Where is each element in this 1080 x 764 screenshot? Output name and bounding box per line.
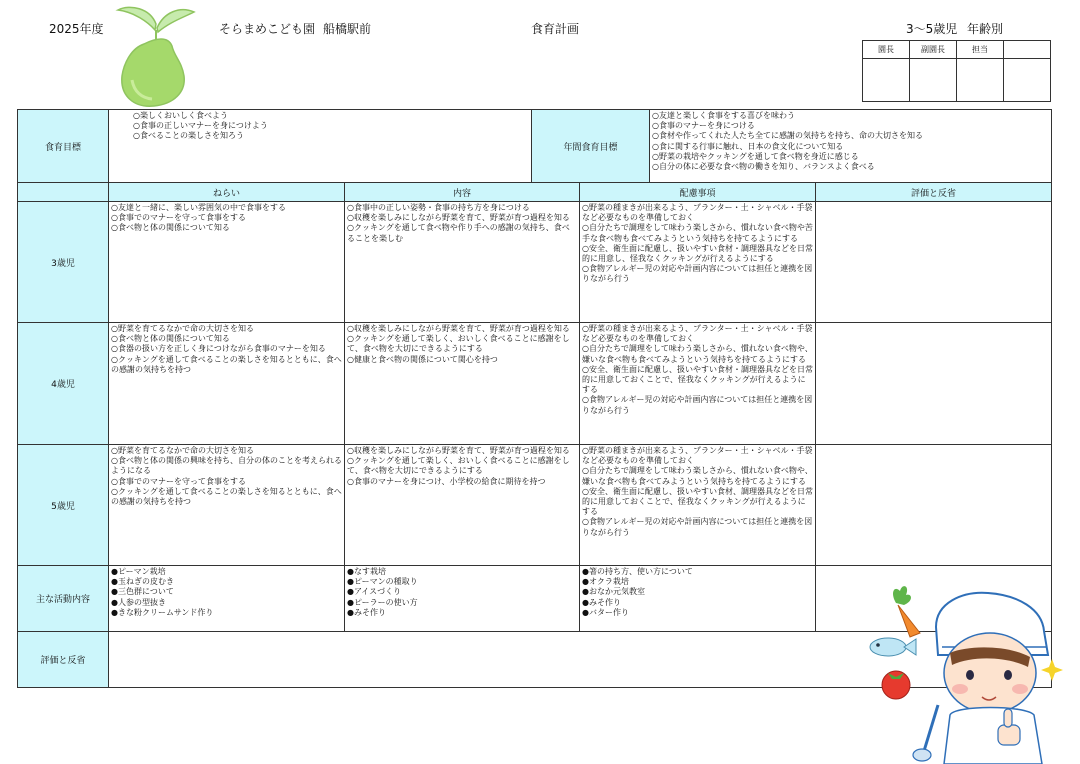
evaluation-label: 評価と反省	[17, 631, 109, 688]
goals-label: 食育目標	[17, 109, 109, 183]
stamp-teacher-label: 担当	[957, 41, 1004, 59]
text-line: ○クッキングを通して楽しく、おいしく食べることに感謝をして、食べ物を大切にできるようにする	[347, 456, 570, 476]
age4-care	[579, 322, 816, 445]
text-line: ○自分たちで調理をして味わう楽しさから、慣れない食べ物や苦手な食べ物も食べてみようという気持ちを持てるようにする	[582, 223, 813, 243]
text-line: ○安全、衛生面に配慮し、扱いやすい食材、調理器具などを日常的に用意しておくことで、怪我なくクッキングが行えるようにする	[582, 486, 813, 517]
column-header-aim: ねらい	[108, 182, 345, 202]
nursery-name: そらまめこども園	[219, 22, 316, 36]
text-line: ○収穫を楽しみにしながら野菜を育て、野菜が育つ過程を知る	[347, 446, 570, 455]
goal-item: ○食事の正しいマナーを身につけよう	[133, 121, 268, 131]
year-label: 2025年度	[49, 22, 104, 36]
stamp-principal-label: 園長	[863, 41, 910, 59]
text-line: ○クッキングを通して食べることの楽しさを知るとともに、食への感謝の気持ちを持つ	[111, 486, 342, 507]
annual-goals-list	[649, 109, 1052, 183]
activities-col3	[579, 565, 816, 632]
activity-item: ●バター作り	[582, 607, 629, 617]
annual-goals-label: 年間食育目標	[531, 109, 650, 183]
chef-girl-illustration	[858, 575, 1068, 764]
age3-care	[579, 201, 816, 323]
tomato-icon	[882, 671, 910, 699]
annual-goal-item: ○食事のマナーを身につける	[652, 121, 755, 131]
activities-label: 主な活動内容	[17, 565, 109, 632]
text-line: ○収穫を楽しみにしながら野菜を育て、野菜が育つ過程を知る	[347, 324, 570, 333]
activity-item: ●みそ作り	[347, 607, 386, 617]
text-line: ○食べ物と体の関係の興味を持ち、自分の体のことを考えられるようになる	[111, 456, 342, 476]
activity-item: ●ピーラーの使い方	[347, 597, 418, 607]
age-range: 3〜5歳児	[906, 22, 958, 36]
age5-care	[579, 444, 816, 566]
age5-aim	[108, 444, 345, 566]
bean-sprout-logo	[112, 0, 198, 110]
text-line: ○自分たちで調理をして味わう楽しさから、慣れない食べ物や、嫌いな食べ物も食べてみようという気持ちを持てるようにする	[582, 344, 813, 364]
activity-item: ●おなか元気教室	[582, 587, 645, 597]
age4-evaluation[interactable]	[815, 322, 1052, 445]
text-line: ○食事でのマナーを守って食事をする	[111, 476, 246, 486]
age4-aim	[108, 322, 345, 445]
age3-evaluation[interactable]	[815, 201, 1052, 323]
age3-aim	[108, 201, 345, 323]
text-line: ○クッキングを通して食べ物や作り手への感謝の気持ち、食べることを楽しむ	[347, 223, 570, 243]
activity-item: ●箸の持ち方、使い方について	[582, 567, 693, 576]
text-line: ○食事でのマナーを守って食事をする	[111, 213, 246, 223]
text-line: ○食べ物と体の関係について知る	[111, 223, 230, 233]
text-line: ○野菜を育てるなかで命の大切さを知る	[111, 446, 254, 455]
annual-goal-item: ○自分の体に必要な食べ物の働きを知り、バランスよく食べる	[652, 162, 875, 172]
document-title: 食育計画	[531, 22, 580, 36]
text-line: ○食物アレルギー児の対応や計画内容については担任と連携を図りながら行う	[582, 517, 813, 537]
branch-name: 船橋駅前	[323, 22, 372, 36]
text-line: ○食器の扱い方を正しく身につけながら食事のマナーを知る	[111, 344, 326, 354]
activity-item: ●みそ作り	[582, 597, 621, 607]
text-line: ○食事のマナーを身につけ、小学校の給食に期待を持つ	[347, 476, 546, 486]
goals-list	[108, 109, 532, 183]
plan-type: 年齢別	[967, 22, 1004, 36]
activity-item: ●玉ねぎの皮むき	[111, 577, 174, 587]
activity-item: ●三色群について	[111, 587, 174, 597]
corner-header	[17, 182, 109, 202]
row-label-age3: 3歳児	[17, 201, 109, 323]
fish-icon	[870, 638, 916, 656]
annual-goal-item: ○友達と楽しく食事をする喜びを味わう	[652, 111, 795, 120]
annual-goal-item: ○野菜の栽培やクッキングを通して食べ物を身近に感じる	[652, 151, 859, 161]
activity-item: ●ピーマン栽培	[111, 567, 166, 576]
text-line: ○安全、衛生面に配慮し、扱いやすい食材・調理器具などを日常的に用意しておくことで、怪我なくクッキングが行えるようにする	[582, 364, 813, 395]
text-line: ○収穫を楽しみにしながら野菜を育て、野菜が育つ過程を知る	[347, 213, 570, 223]
row-label-age5: 5歳児	[17, 444, 109, 566]
column-header-content: 内容	[344, 182, 580, 202]
activities-col2	[344, 565, 580, 632]
text-line: ○野菜の種まきが出来るよう、プランター・土・シャベル・手袋など必要なものを準備しておく	[582, 446, 813, 466]
goal-item: ○楽しくおいしく食べよう	[133, 111, 228, 120]
stamp-box[interactable]	[1004, 59, 1051, 102]
age3-content	[344, 201, 580, 323]
text-line: ○クッキングを通して楽しく、おいしく食べることに感謝をして、食べ物を大切にできるようにする	[347, 334, 570, 354]
carrot-icon	[893, 586, 920, 637]
activity-item: ●人参の型抜き	[111, 597, 166, 607]
stamp-blank-label	[1004, 41, 1051, 59]
stamp-box[interactable]	[863, 59, 910, 102]
activity-item: ●なす栽培	[347, 567, 386, 576]
approval-stamp-table	[862, 40, 1051, 102]
text-line: ○野菜の種まきが出来るよう、プランター・土・シャベル・手袋など必要なものを準備しておく	[582, 203, 813, 223]
text-line: ○食べ物と体の関係について知る	[111, 334, 230, 344]
text-line: ○野菜の種まきが出来るよう、プランター・土・シャベル・手袋など必要なものを準備しておく	[582, 324, 813, 344]
activity-item: ●アイスづくり	[347, 587, 402, 597]
text-line: ○健康と食べ物の関係について関心を持つ	[347, 354, 498, 364]
text-line: ○クッキングを通して食べることの楽しさを知るとともに、食への感謝の気持ちを持つ	[111, 354, 342, 374]
age5-content	[344, 444, 580, 566]
age4-content	[344, 322, 580, 445]
text-line: ○友達と一緒に、楽しい雰囲気の中で食事をする	[111, 203, 286, 212]
activity-item: ●きな粉クリームサンド作り	[111, 607, 214, 617]
activity-item: ●ピーマンの種取り	[347, 577, 418, 587]
text-line: ○自分たちで調理をして味わう楽しさから、慣れない食べ物や、嫌いな食べ物も食べてみようという気持ちを持てるようにする	[582, 466, 813, 486]
activities-col1	[108, 565, 345, 632]
text-line: ○食事中の正しい姿勢・食事の持ち方を身につける	[347, 203, 530, 212]
annual-goal-item: ○食に関する行事に触れ、日本の食文化について知る	[652, 141, 844, 151]
sparkle-icon	[1041, 659, 1063, 681]
annual-goal-item: ○食材や作ってくれた人たち全てに感謝の気持ちを持ち、命の大切さを知る	[652, 131, 923, 141]
goal-item: ○食べることの楽しさを知ろう	[133, 131, 244, 141]
text-line: ○食物アレルギー児の対応や計画内容については担任と連携を図りながら行う	[582, 264, 813, 284]
stamp-box[interactable]	[957, 59, 1004, 102]
text-line: ○安全、衛生面に配慮し、扱いやすい食材・調理器具などを日常的に用意し、怪我なくクッキングが行えるようにする	[582, 243, 813, 264]
activity-item: ●オクラ栽培	[582, 577, 629, 587]
age5-evaluation[interactable]	[815, 444, 1052, 566]
column-header-evaluation: 評価と反省	[815, 182, 1052, 202]
text-line: ○野菜を育てるなかで命の大切さを知る	[111, 324, 254, 333]
stamp-box[interactable]	[910, 59, 957, 102]
column-header-care: 配慮事項	[579, 182, 816, 202]
text-line: ○食物アレルギー児の対応や計画内容については担任と連携を図りながら行う	[582, 395, 813, 415]
stamp-vice-principal-label: 副園長	[910, 41, 957, 59]
row-label-age4: 4歳児	[17, 322, 109, 445]
